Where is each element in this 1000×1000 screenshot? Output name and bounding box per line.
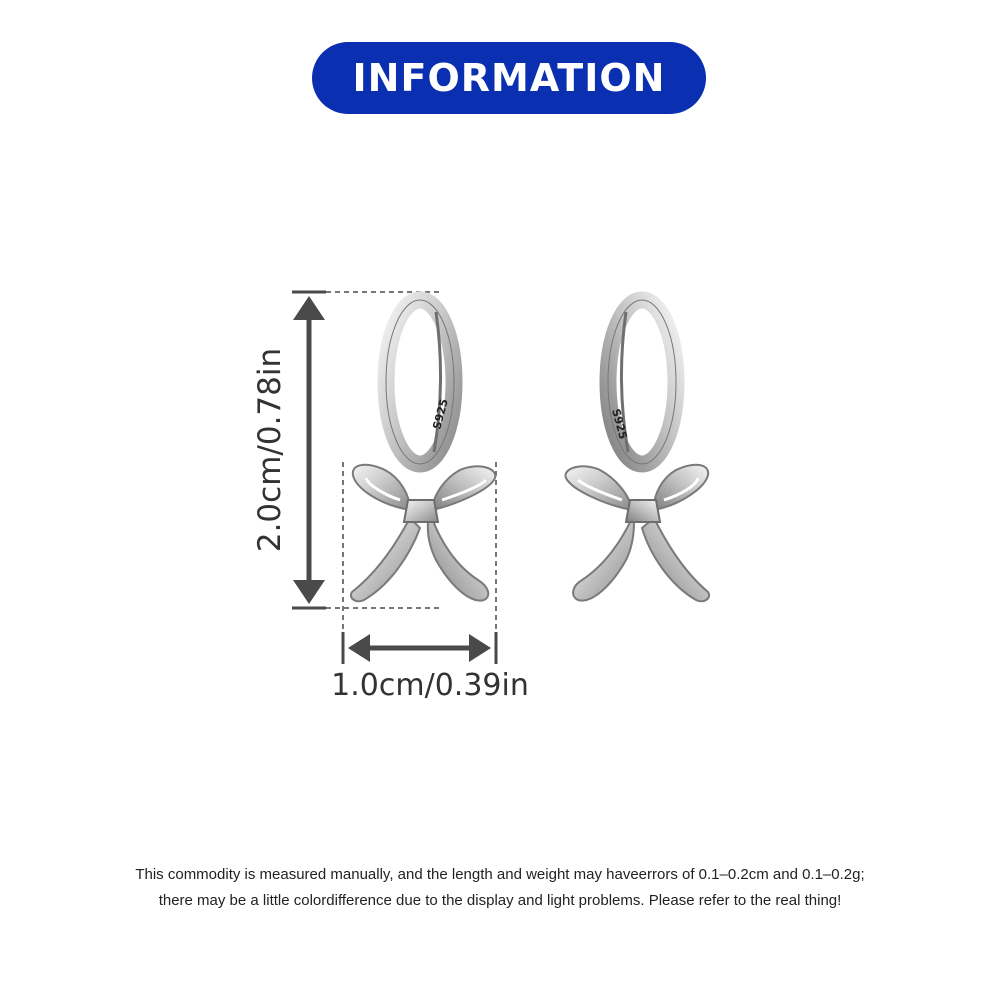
svg-text:S925: S925 xyxy=(609,407,630,441)
width-dimension-label: 1.0cm/0.39in xyxy=(331,668,529,703)
arrow-right-icon xyxy=(469,634,491,662)
arrow-left-icon xyxy=(348,634,370,662)
earring-left xyxy=(351,300,495,601)
banner-title: INFORMATION xyxy=(352,56,666,100)
arrow-up-icon xyxy=(293,296,325,320)
arrow-down-icon xyxy=(293,580,325,604)
svg-text:S925: S925 xyxy=(430,397,451,431)
height-value: 2.0cm/0.78in xyxy=(252,347,288,553)
disclaimer-line-1: This commodity is measured manually, and the length and weight may haveerrors of 0.1–0.2cm and 0.1–0.2g; xyxy=(135,866,865,883)
height-dimension xyxy=(292,292,440,608)
disclaimer-line-2: there may be a little colordifference due to the display and light problems. Please refer to the real thing! xyxy=(158,892,842,909)
earring-right xyxy=(566,300,710,601)
